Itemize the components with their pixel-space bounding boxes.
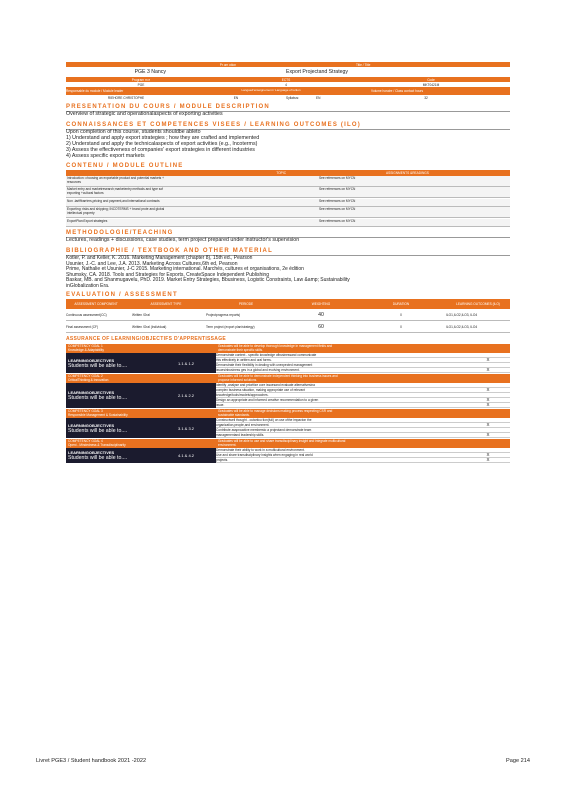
page-footer: [36, 758, 530, 764]
objective-mark: X: [486, 402, 490, 408]
competency-goal-row: [66, 438, 510, 448]
objectives-cell: [66, 418, 216, 438]
outline-topic: Exporting: risks and shipping; INCOTERMS + brand prote and global: [67, 207, 165, 212]
bibliography-entry: Usunier, J.-C. and Lee, J.A. 2013. Marketing Across Cultures,6th ed, Pearson: [66, 260, 238, 267]
title-header: Title / Title: [356, 62, 371, 67]
goal-text: Graduates will be able to manage decisions making process respecting CSR and: [218, 409, 333, 414]
ilo-header: LEARNING OUTCOMES (ILO): [456, 302, 500, 307]
objectives-label: LEARNINGOBJECTIVES: [68, 450, 115, 456]
outline-topic-cell: [66, 199, 299, 206]
eval-period: Term project (export plan/strategy): [206, 324, 255, 329]
hours-value: 32: [424, 96, 428, 100]
goal-text: Graduates will be able to use and share transdisciplinary insight and integrate multicultural: [218, 439, 346, 444]
objective-mark: X: [486, 387, 490, 393]
resp-header: [66, 87, 510, 95]
outline-topic: ExportPlan:Export strategies: [67, 218, 108, 223]
objective-item: Contribute assproactive membersto a projectand demonstrate team: [216, 428, 312, 433]
competency-goal-row: [66, 408, 510, 418]
leader-value: RIEHORE CHRISTOPHE: [107, 96, 145, 100]
outline-topic: Introduction: choosing an exportable product and potential markets +: [67, 175, 165, 180]
resp-values: [66, 95, 510, 101]
goal-number: COMPETENCY GOAL 2: [68, 374, 103, 379]
syllabus-value: EN: [316, 96, 321, 100]
section-title-assurance: ASSURANCE OF LEARNING/OBJECTIFS D'APPRENTISSAGE: [66, 336, 227, 343]
objective-item-row: [216, 403, 510, 408]
outline-topic: Market entry and marketresearch;marketentry methods and type sof: [67, 187, 164, 192]
assignments-header: ASSIGNMENTS &READINGS: [386, 170, 429, 175]
language-header: Langued'enseignement / Language of tuition: [241, 88, 301, 93]
eval-ilo: ILO1,ILO2,ILO3, ILO4: [446, 324, 478, 329]
outcome-line: Upon completion of this course, students shouldbe ableto: [66, 129, 201, 135]
objectives-cell: [66, 383, 216, 408]
goal-description: [218, 439, 510, 448]
bibliography-list: [66, 256, 510, 290]
eval-type: Written /Oral (Individual): [132, 324, 167, 329]
eval-ilo: ILO1,ILO2,ILO3, ILO4: [446, 312, 478, 317]
outline-topic-cont: exporting +cultural factors: [67, 191, 104, 196]
leader-header: Responsable du module / Module leader: [66, 89, 124, 93]
objective-item: knowledge/tools/models/approaches.: [216, 393, 269, 398]
bibliography-entry: Baskar, MB. and Shanmugavelu, PhD. 2019. Market Entry Strategies, Bbusiness, Logistic Constraints, Law &amp; Sustainability: [66, 277, 350, 284]
goal-description: [218, 344, 510, 353]
section-title-description: PRESENTATION DU COURS / MODULE DESCRIPTION: [66, 104, 270, 110]
objective-item: Use and share transdisciplinary insights when engaging in real world: [216, 453, 313, 458]
objective-mark: X: [486, 357, 490, 363]
evaluation-header: [66, 299, 510, 309]
evaluation-table: [66, 309, 510, 333]
outline-table: [66, 176, 510, 227]
objectives-label-wrap: [68, 450, 178, 461]
outline-row: [66, 176, 510, 187]
eval-duration: 0: [400, 324, 402, 329]
competency-goal: [66, 344, 218, 353]
component-header: ASSESSMENT COMPONENT: [74, 302, 118, 307]
objectives-block: [66, 418, 510, 438]
objectives-label: LEARNINGOBJECTIVES: [68, 357, 115, 363]
outline-row: [66, 187, 510, 198]
outline-topic-cell: [66, 176, 299, 186]
objectives-label: LEARNINGOBJECTIVES: [68, 390, 115, 396]
objectives-ids: 1.1 & 1.2: [178, 360, 195, 366]
bibliography-entry: Kotler, P. and Keller, K. 2016. Marketing Management (chapter 8), 15th ed., Pearson: [66, 254, 253, 261]
goal-name: Knowledge & Adaptability: [68, 348, 104, 353]
type-header: ASSESSMENT TYPE: [150, 302, 182, 307]
duration-header: DURATION: [392, 302, 410, 307]
weighting-header: WEIGHTING: [311, 302, 331, 307]
outline-row: [66, 219, 510, 227]
competency-goal: [66, 439, 218, 448]
outline-topic-cont: intellectual property: [67, 211, 95, 216]
goal-text-cont: demonstrate their specific skills.: [218, 348, 263, 353]
objectives-label-wrap: [68, 358, 178, 369]
methodology-text: Lectures, readings + discussions, case studies, term project prepared under instructor's supervision: [66, 236, 300, 243]
goal-name: Responsible Management & Sustainability: [68, 413, 128, 418]
objective-item: complex business situation, making appropriate use of relevant: [216, 388, 305, 393]
objectives-cell: [66, 448, 216, 463]
objective-item: Identify ,analyse and prioritize core issuesand evaluate alternativesina: [216, 383, 315, 388]
objective-item: projects.: [216, 458, 229, 463]
outcome-line: 1) Understand and apply export strategies ; how they are crafted and implemented: [66, 134, 260, 141]
section-title-outline: CONTENU / MODULE OUTLINE: [66, 162, 184, 169]
promo-header: Pr om otion: [219, 62, 236, 67]
objectives-sub: Students will be able to....: [68, 427, 128, 434]
objective-item: Demonstrate their ability to work in a multicultural environment.: [216, 448, 305, 453]
objective-items: [216, 448, 510, 463]
syllabus-label: Syllabus:: [286, 96, 299, 100]
objective-mark: X: [486, 432, 490, 438]
objectives-sub: Students will be able to....: [68, 455, 128, 462]
objectives-sub: Students will be able to....: [68, 362, 128, 369]
footer-handbook: Livret PGE3 / Student handbook 2021 -2022: [36, 758, 147, 764]
objective-item: Design an appropriate and informed creative recommendation to a given: [216, 398, 319, 403]
outline-assignment: See references on MYCN: [319, 218, 356, 223]
section-title-methodology: METHODOLOGIE/TEACHING: [66, 229, 174, 236]
outline-assignment: See references on MYCN: [319, 198, 356, 203]
objective-mark: X: [486, 452, 490, 458]
goal-number: COMPETENCY GOAL 4: [68, 439, 103, 444]
section-title-evaluation: EVALUATION / ASSESSMENT: [66, 292, 178, 299]
objective-items: [216, 353, 510, 373]
outline-topic-cell: [66, 207, 299, 217]
outline-row: [66, 207, 510, 218]
section-title-bibliography: BIBLIOGRAPHIE / TEXTBOOK AND OTHER MATERIAL: [66, 247, 273, 254]
period-header: PERIODE: [238, 302, 254, 307]
objectives-label-wrap: [68, 390, 178, 401]
outline-assignment: See references on MYCN: [319, 175, 356, 180]
assurance-table: [66, 343, 510, 463]
objectives-block: [66, 448, 510, 463]
hours-header: Volume horaire / Class contact hours: [371, 89, 424, 93]
evaluation-row: [66, 321, 510, 333]
description-text: Overview of strategic and operationalaspects of exporting activities: [66, 111, 223, 117]
module-title: Export Projectand Strategy: [286, 69, 348, 75]
bibliography-entry: Prime, Nathalie et Usunier, J-C 2015. Marketing international. Marchés, cultures et organisations, 2e édition: [66, 266, 304, 273]
goal-text-cont: sustainable standards.: [218, 413, 250, 418]
objective-item: Demonstrate their flexibility in dealing with unexpected management: [216, 363, 313, 368]
outline-topic-cont: resources: [67, 179, 81, 184]
eval-type: Written /Oral: [132, 312, 150, 317]
section-title-outcomes: CONNAISSANCES ET COMPETENCES VISEES / LEARNING OUTCOMES (ILO): [66, 122, 361, 128]
language-value: EN: [233, 96, 239, 100]
goal-description: [218, 374, 510, 383]
objective-mark: X: [486, 457, 490, 463]
outcome-line: 2) Understand and apply the technicalaspects of export activities (e.g., Incoterms): [66, 140, 258, 147]
objectives-block: [66, 383, 510, 408]
code-value: MKT0421M: [422, 82, 440, 87]
outline-topic-cell: [66, 187, 299, 197]
objective-items: [216, 418, 510, 438]
outline-topic-cell: [66, 219, 299, 226]
objectives-ids: 4.1 & 4.2: [178, 453, 195, 459]
objective-item: issuesinbusiness ges in a global and evolving environment.: [216, 368, 300, 373]
outline-row: [66, 199, 510, 207]
objectives-label-wrap: [68, 423, 178, 434]
objective-mark: X: [486, 397, 490, 403]
goal-name: CriticalThinking & Innovation: [68, 378, 109, 383]
goal-text: Graduates will be able to develop thorough knowledge in management fields and: [218, 344, 333, 349]
goal-description: [218, 409, 510, 418]
eval-component: Continuous assessment(CC): [66, 312, 107, 317]
evaluation-row: [66, 309, 510, 321]
ects-value: 4: [285, 82, 287, 87]
eval-weight: 40: [318, 311, 324, 318]
objective-items: [216, 383, 510, 408]
objective-mark: X: [486, 367, 490, 373]
footer-page-number: Page 214: [506, 758, 530, 764]
competency-goal: [66, 409, 218, 418]
goal-text: Graduates will be able to demonstrate independent thinking into business issues and: [218, 374, 338, 379]
topic-header: TOPIC: [276, 170, 286, 175]
promo-value: PGE 3 Nancy: [134, 69, 166, 75]
objective-item: organization,people,and environment.: [216, 423, 270, 428]
bibliography-entry: Shumsky, CA. 2018. Tools and Strategies for Exports, CreateSpace Independent Publishing: [66, 271, 269, 278]
objective-mark: X: [486, 422, 490, 428]
promo-title-row: [66, 67, 510, 77]
objective-item: Constructwell thought - outarticu tion(full) on use ofthe impacton the: [216, 418, 312, 423]
prog-header: [66, 77, 510, 82]
goal-number: COMPETENCY GOAL 1: [68, 344, 103, 349]
objectives-ids: 2.1 & 2.2: [178, 393, 195, 399]
code-header: Code: [427, 77, 435, 82]
objective-item-row: [216, 368, 510, 373]
outcomes-list: [66, 130, 510, 160]
goal-text-cont: propose informed solutions.: [218, 378, 258, 383]
program-header: Program m e: [131, 77, 151, 82]
objectives-block: [66, 353, 510, 373]
bibliography-entry: inGlobalization Era.: [66, 282, 110, 289]
objectives-sub: Students will be able to....: [68, 395, 128, 402]
outcome-line: 4) Assess specific export markets: [66, 152, 145, 159]
eval-component: Final assessment (CF): [66, 324, 99, 329]
goal-number: COMPETENCY GOAL 3: [68, 409, 103, 414]
eval-duration: 0: [400, 312, 402, 317]
objectives-ids: 3.1 & 3.2: [178, 425, 195, 431]
syllabus-page: [66, 62, 510, 463]
competency-goal-row: [66, 373, 510, 383]
objective-item-row: [216, 458, 510, 463]
goal-text-cont: environment.: [218, 443, 237, 448]
outline-assignment: See references on MYCN: [319, 207, 356, 212]
outcome-line: 3) Assess the effectiveness of companies' export strategies in different industries: [66, 146, 255, 153]
objective-item: this effectively in written and oral forms.: [216, 358, 272, 363]
objective-item: issue.: [216, 403, 225, 408]
eval-weight: 60: [318, 323, 324, 330]
objective-item-row: [216, 433, 510, 438]
outline-topic: Non -tariffbarriers,pricing and payment,and international contracts: [67, 198, 160, 203]
goal-name: Openi - Mindedness & Transdisciplinarity: [68, 443, 126, 448]
objective-item: Demonstrate context - specific knowledge ofbusinessand communicate: [216, 353, 317, 358]
competency-goal-row: [66, 343, 510, 353]
ects-header: ECTS: [281, 77, 291, 82]
objective-item: managementand leadership skills.: [216, 433, 265, 438]
program-value: PGE: [137, 82, 145, 87]
eval-period: Projectprogress reports): [206, 312, 241, 317]
outline-assignment: See references on MYCN: [319, 187, 356, 192]
objectives-cell: [66, 353, 216, 373]
competency-goal: [66, 374, 218, 383]
prog-values: [66, 82, 510, 87]
objectives-label: LEARNINGOBJECTIVES: [68, 422, 115, 428]
